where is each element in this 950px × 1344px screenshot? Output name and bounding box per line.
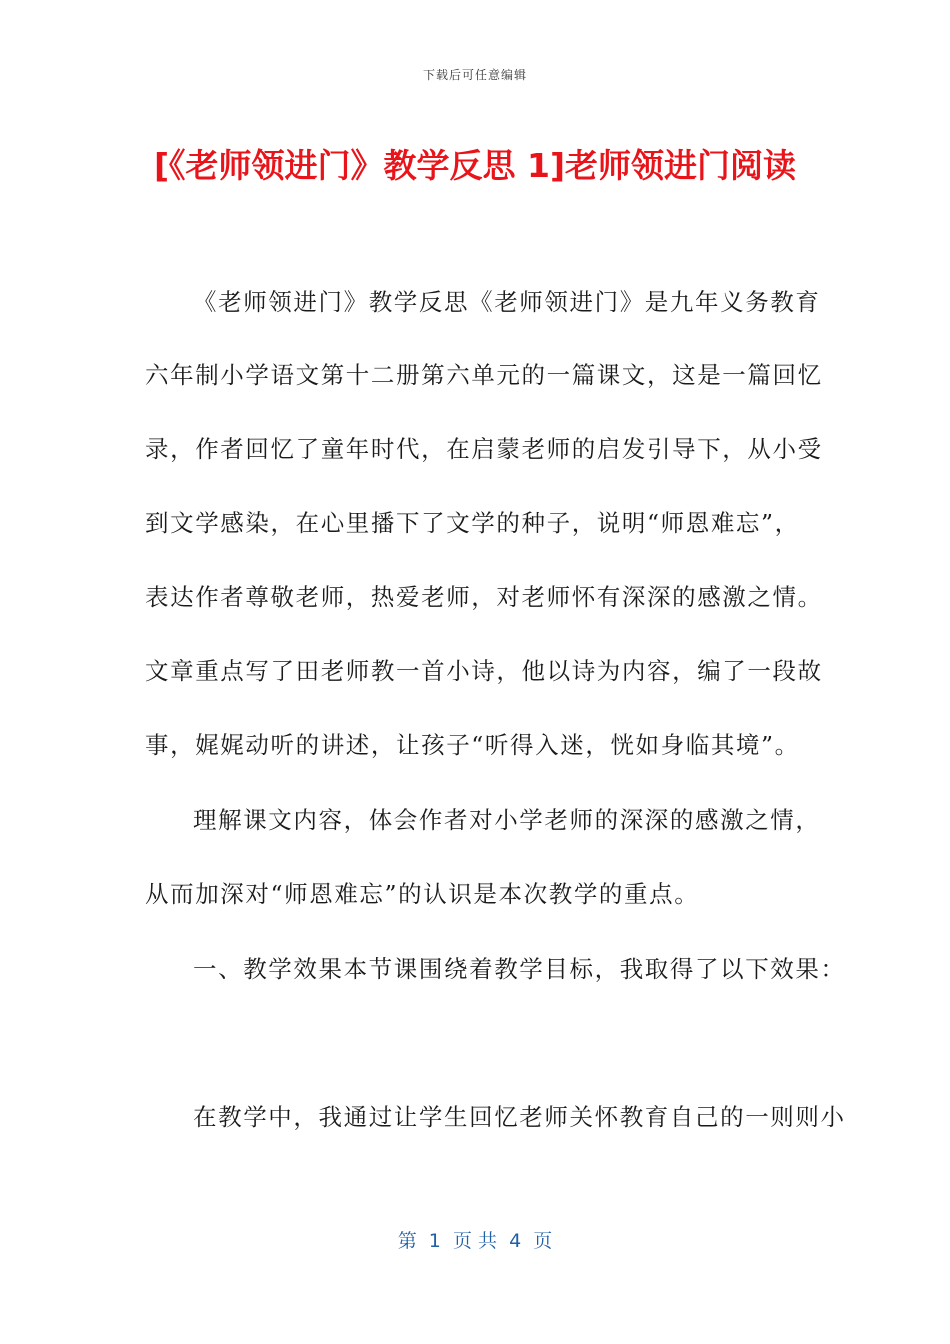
paragraph-line: 事，娓娓动听的讲述，让孩子“听得入迷，恍如身临其境”。 <box>145 731 800 759</box>
paragraph-line: 到文学感染，在心里播下了文学的种子，说明“师恩难忘”， <box>145 509 800 537</box>
paragraph-line: 理解课文内容，体会作者对小学老师的深深的感激之情， <box>193 806 821 834</box>
document-title: [《老师领进门》教学反思 1]老师领进门阅读 <box>153 146 797 185</box>
paragraph-line: 文章重点写了田老师教一首小诗，他以诗为内容，编了一段故 <box>145 657 823 685</box>
paragraph-line: 一、教学效果本节课围绕着教学目标，我取得了以下效果： <box>193 955 846 983</box>
header-note: 下载后可任意编辑 <box>422 68 527 82</box>
page-number-footer: 第 1 页 共 4 页 <box>397 1230 553 1252</box>
paragraph-line: 在教学中，我通过让学生回忆老师关怀教育自己的一则则小 <box>193 1103 846 1131</box>
paragraph-line: 《老师领进门》教学反思《老师领进门》是九年义务教育 <box>193 288 821 316</box>
paragraph-line: 从而加深对“师恩难忘”的认识是本次教学的重点。 <box>145 880 700 908</box>
paragraph-line: 表达作者尊敬老师，热爱老师，对老师怀有深深的感激之情。 <box>145 583 823 611</box>
paragraph-line: 六年制小学语文第十二册第六单元的一篇课文，这是一篇回忆 <box>145 361 823 389</box>
paragraph-line: 录，作者回忆了童年时代，在启蒙老师的启发引导下，从小受 <box>145 435 823 463</box>
